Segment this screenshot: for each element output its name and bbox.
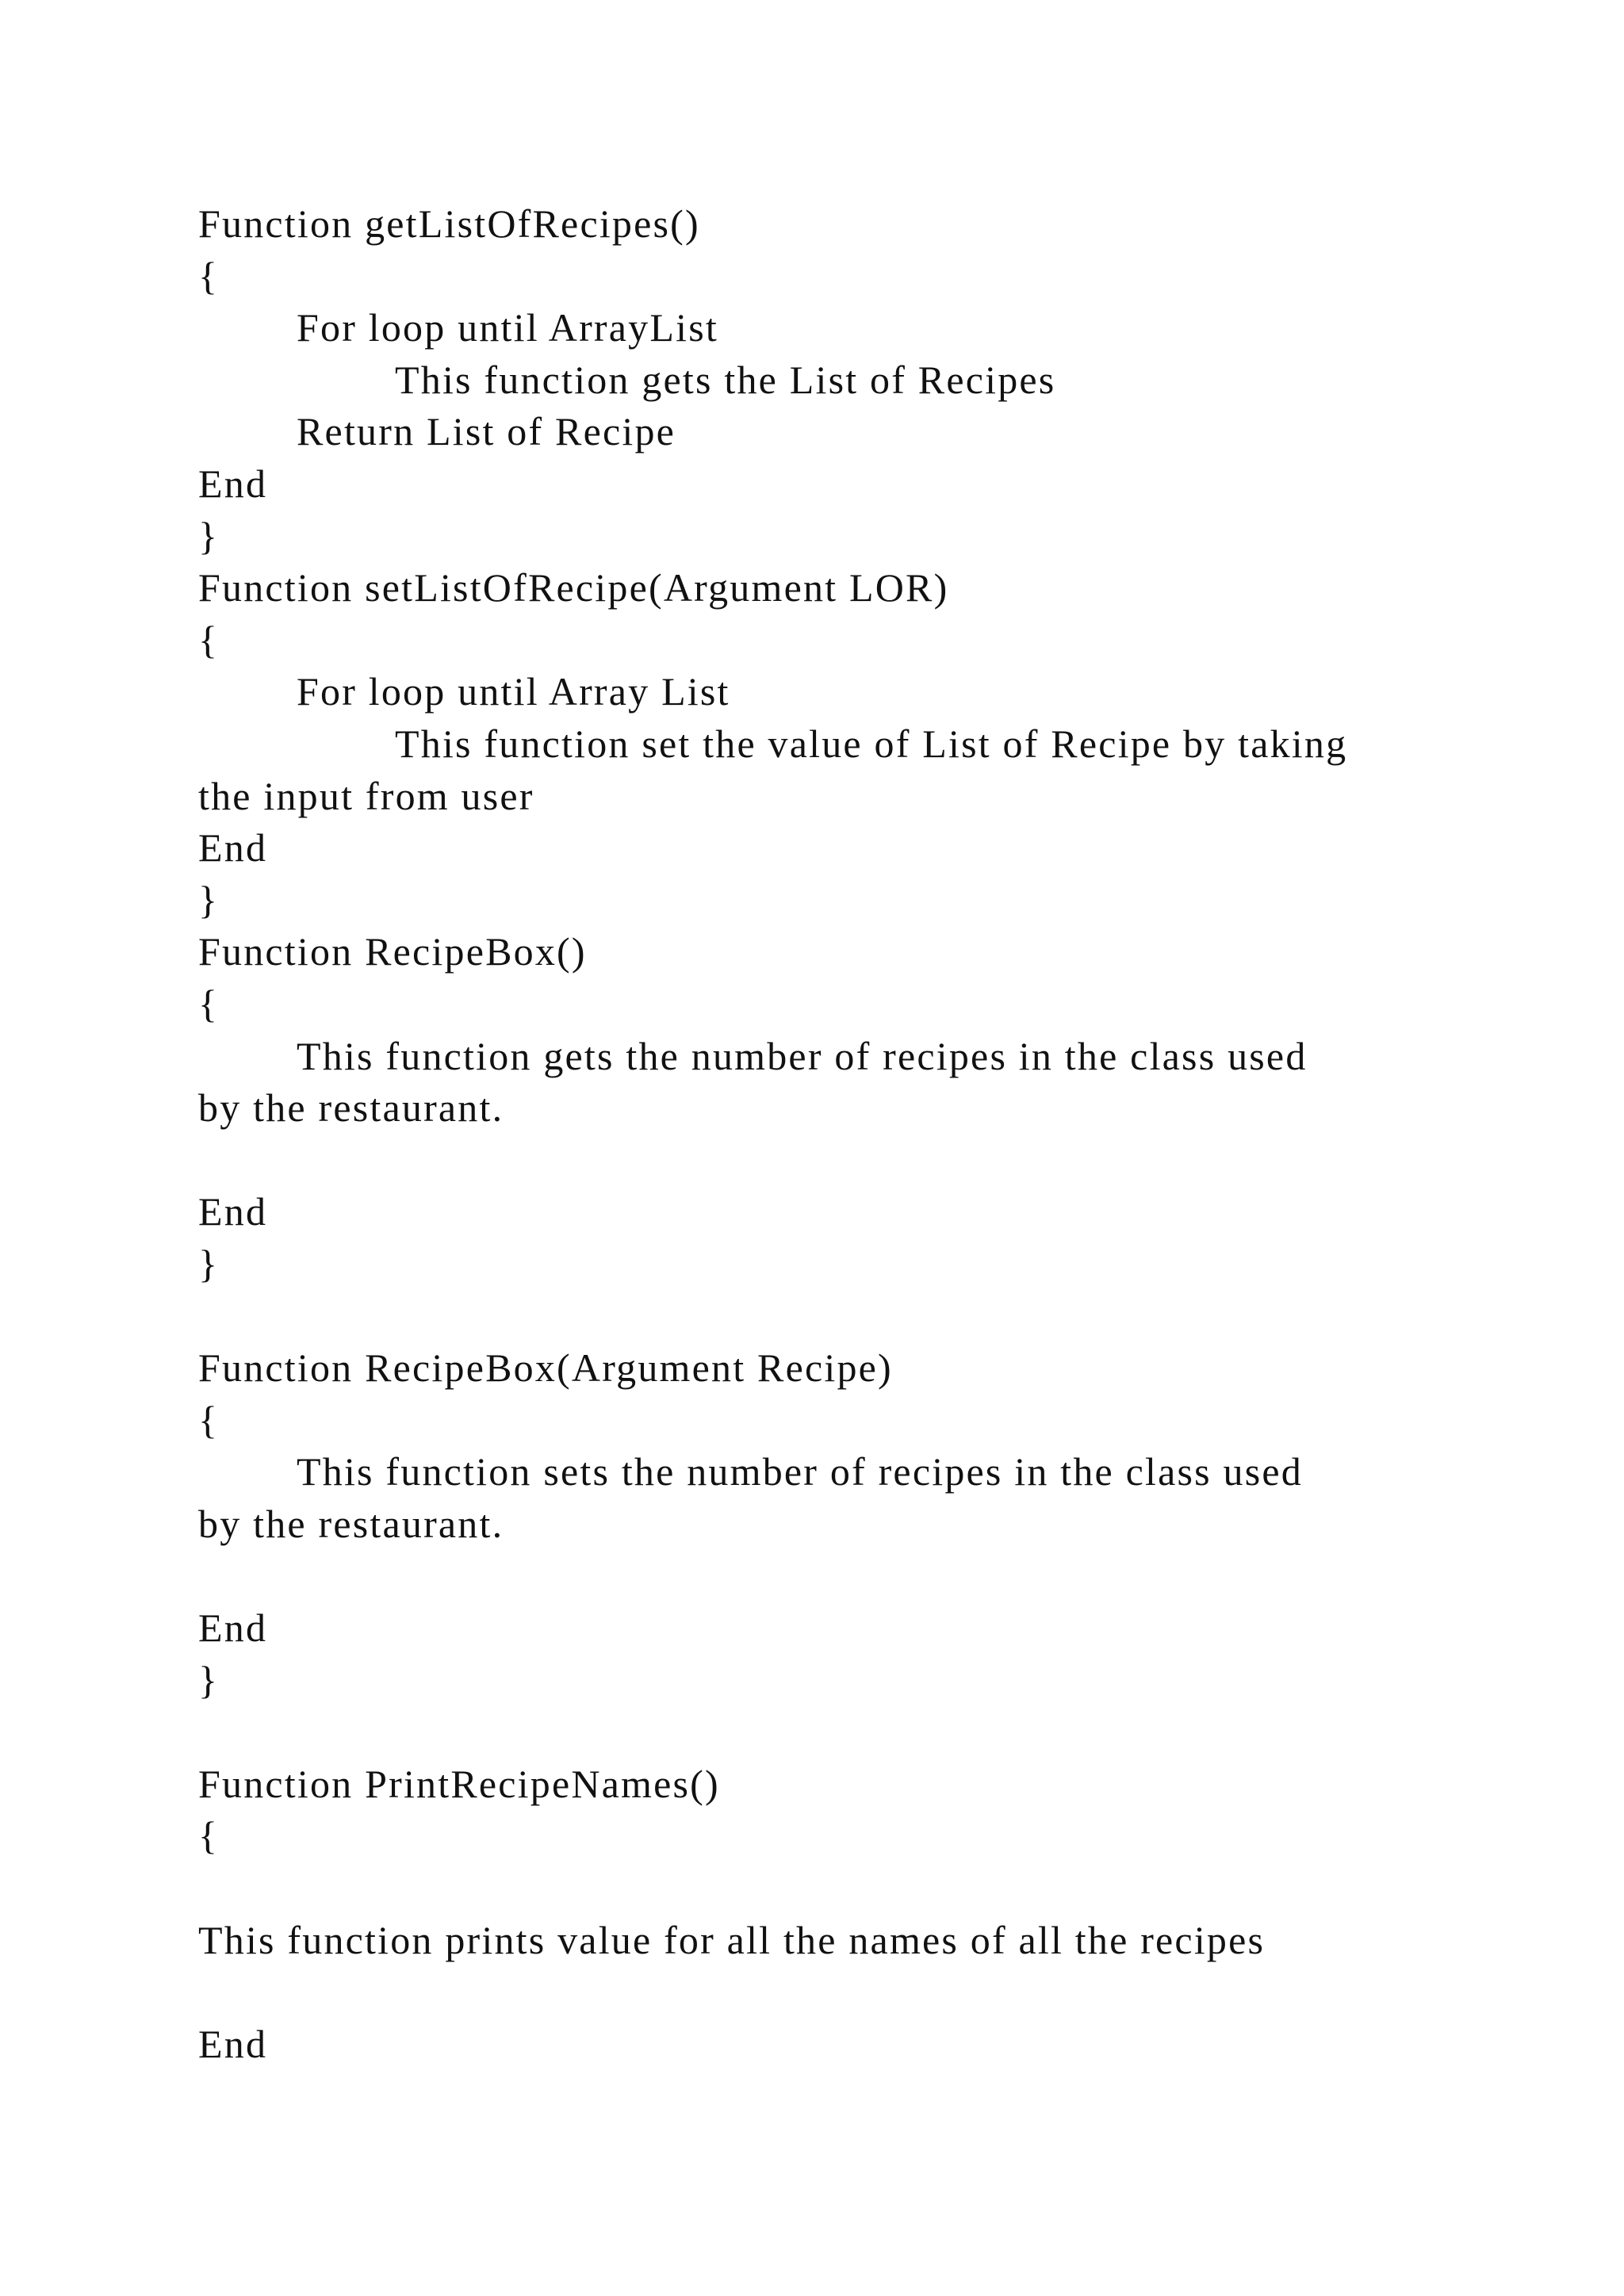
text-line: End (198, 461, 268, 506)
text-line: This function gets the List of Recipes (395, 357, 1056, 402)
text-line: by the restaurant. (198, 1085, 504, 1131)
blank-line (198, 1706, 1467, 1758)
text-line: } (198, 513, 220, 558)
text-line: Function getListOfRecipes() (198, 201, 700, 246)
pseudocode-text (198, 198, 1467, 2070)
text-line: { (198, 617, 220, 662)
text-line: End (198, 1605, 268, 1651)
text-line: For loop until ArrayList (297, 305, 718, 350)
text-line: This function sets the number of recipes in the class used (297, 1449, 1303, 1494)
text-line: Function RecipeBox() (198, 929, 587, 974)
text-line: This function prints value for all the names of all the recipes (198, 1917, 1266, 1962)
blank-line (198, 1966, 1467, 2019)
text-line: End (198, 2021, 268, 2066)
blank-line (198, 1550, 1467, 1602)
text-line: { (198, 981, 220, 1026)
text-line: End (198, 1189, 268, 1234)
text-line: the input from user (198, 773, 534, 818)
text-line: Function setListOfRecipe(Argument LOR) (198, 565, 949, 610)
text-line: by the restaurant. (198, 1501, 504, 1546)
text-line: End (198, 825, 268, 871)
text-line: } (198, 1657, 220, 1702)
blank-line (198, 1135, 1467, 1187)
text-line: { (198, 1397, 220, 1442)
text-line: } (198, 877, 220, 922)
blank-line (198, 1290, 1467, 1342)
text-line: { (198, 253, 220, 298)
text-line: This function gets the number of recipes in the class used (297, 1033, 1308, 1078)
text-line: { (198, 1813, 220, 1858)
text-line: Return List of Recipe (297, 409, 676, 454)
text-line: This function set the value of List of Recipe by taking (395, 721, 1348, 766)
blank-line (198, 1862, 1467, 1915)
text-line: Function RecipeBox(Argument Recipe) (198, 1345, 893, 1391)
text-line: } (198, 1241, 220, 1286)
text-line: For loop until Array List (297, 669, 730, 714)
text-line: Function PrintRecipeNames() (198, 1761, 720, 1806)
